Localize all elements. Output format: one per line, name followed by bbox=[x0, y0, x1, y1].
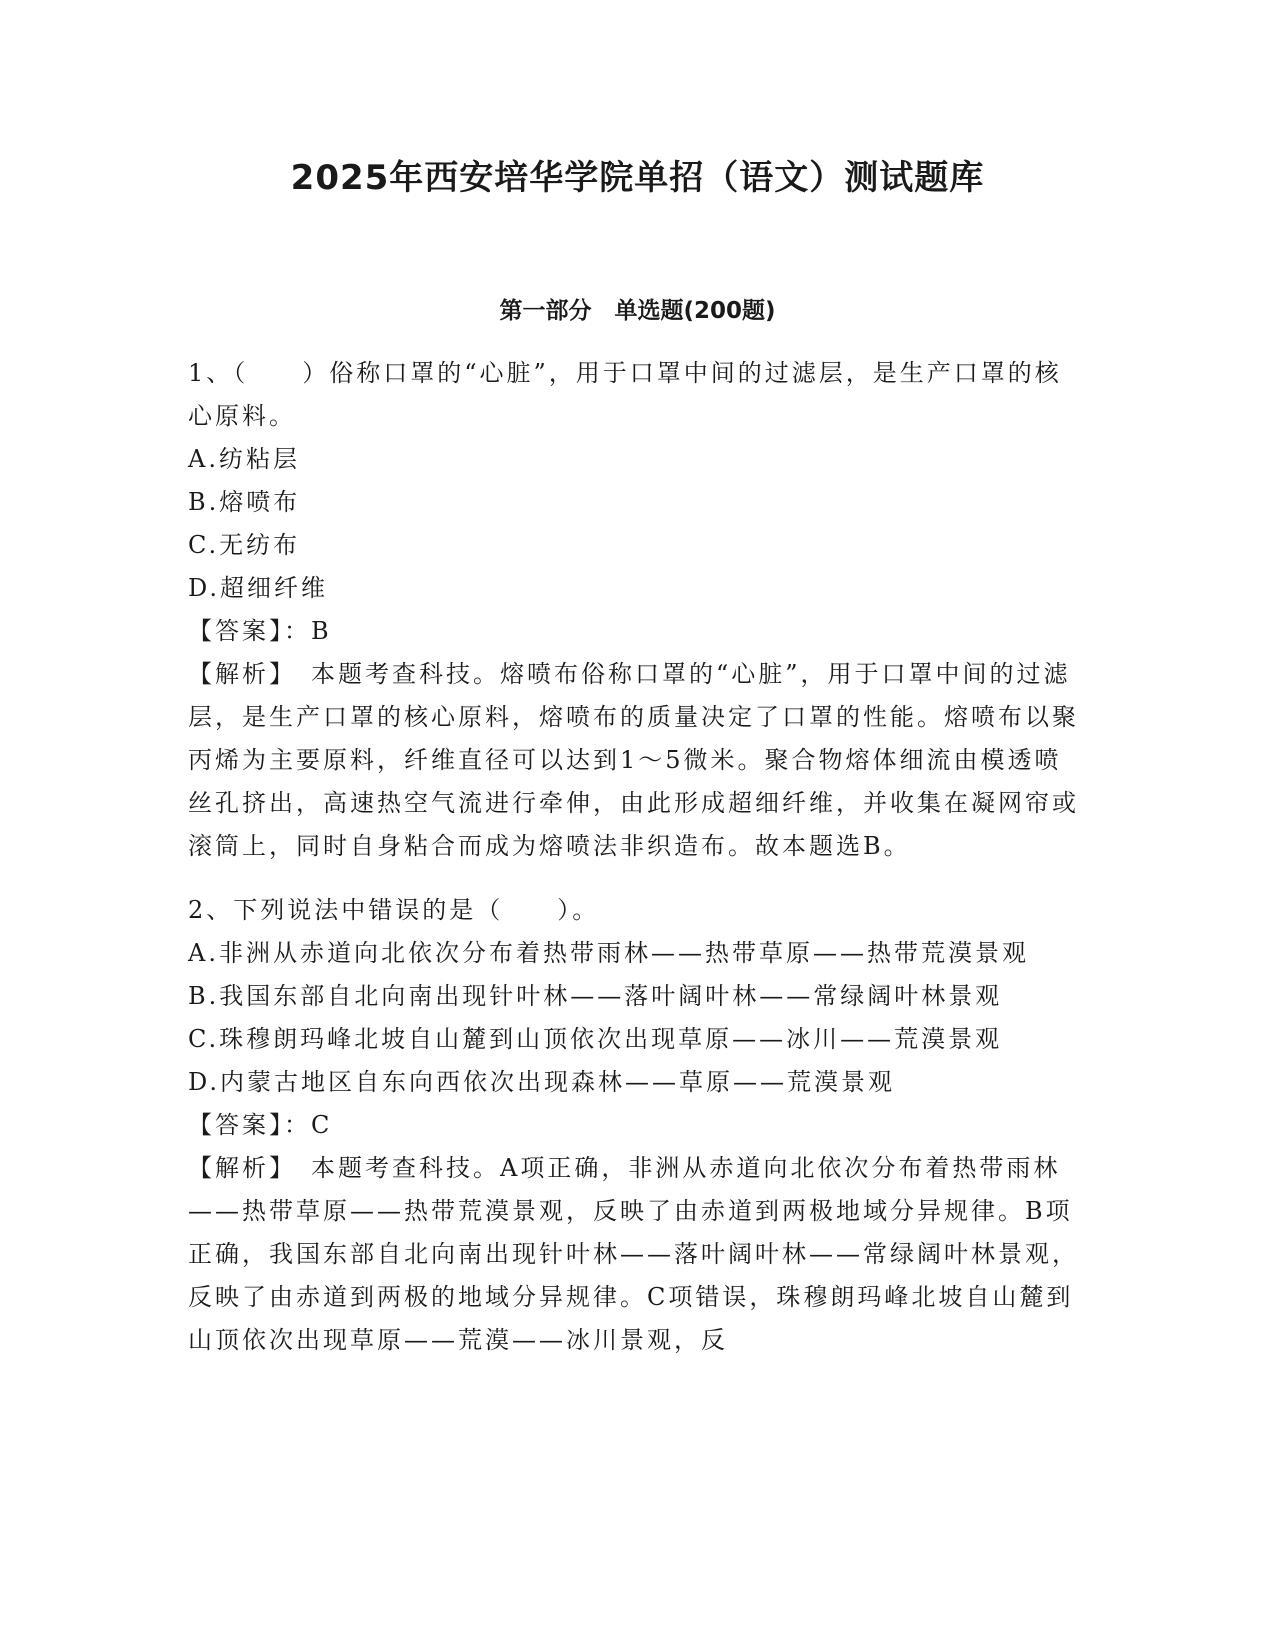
option-b: B.我国东部自北向南出现针叶林——落叶阔叶林——常绿阔叶林景观 bbox=[188, 982, 1003, 1010]
explanation-label: 【解析】 bbox=[188, 1154, 284, 1182]
option-a: A.非洲从赤道向北依次分布着热带雨林——热带草原——热带荒漠景观 bbox=[188, 939, 1029, 967]
answer: 【答案】：B bbox=[188, 617, 332, 645]
explanation-text: 本题考查科技。A项正确，非洲从赤道向北依次分布着热带雨林——热带草原——热带荒漠景观，反映了由赤道到两极地域分异规律。B项正确，我国东部自北向南出现针叶林——落叶阔叶林——常绿阔叶林景观，反映了由赤道到两极的地域分异规律。C项错误，珠穆朗玛峰北坡自山麓到山顶依次出现草原——荒漠——冰川景观，反 bbox=[188, 1154, 1079, 1354]
section-title: 第一部分 单选题(200题) bbox=[499, 298, 776, 324]
option-c: C.珠穆朗玛峰北坡自山麓到山顶依次出现草原——冰川——荒漠景观 bbox=[188, 1025, 1003, 1053]
option-d: D.内蒙古地区自东向西依次出现森林——草原——荒漠景观 bbox=[188, 1068, 896, 1096]
option-b: B.熔喷布 bbox=[188, 488, 301, 516]
document-title: 2025年西安培华学院单招（语文）测试题库 bbox=[290, 158, 985, 198]
option-d: D.超细纤维 bbox=[188, 574, 329, 602]
question-2 bbox=[188, 889, 1088, 1362]
option-a: A.纺粘层 bbox=[188, 445, 300, 473]
question-1 bbox=[188, 352, 1088, 868]
answer: 【答案】：C bbox=[188, 1111, 333, 1139]
explanation-text: 本题考查科技。熔喷布俗称口罩的“心脏”，用于口罩中间的过滤层，是生产口罩的核心原料，熔喷布的质量决定了口罩的性能。熔喷布以聚丙烯为主要原料，纤维直径可以达到1～5微米。聚合物熔体细流由模透喷丝孔挤出，高速热空气流进行牵伸，由此形成超细纤维，并收集在凝网帘或滚筒上，同时自身粘合而成为熔喷法非织造布。故本题选B。 bbox=[188, 660, 1079, 860]
explanation bbox=[188, 653, 1088, 868]
question-list bbox=[188, 352, 1088, 1362]
question-stem: 1、（ ）俗称口罩的“心脏”，用于口罩中间的过滤层，是生产口罩的核心原料。 bbox=[188, 359, 1062, 430]
option-c: C.无纺布 bbox=[188, 531, 301, 559]
explanation bbox=[188, 1147, 1088, 1362]
question-stem: 2、下列说法中错误的是（ ）。 bbox=[188, 896, 600, 924]
explanation-label: 【解析】 bbox=[188, 660, 284, 688]
